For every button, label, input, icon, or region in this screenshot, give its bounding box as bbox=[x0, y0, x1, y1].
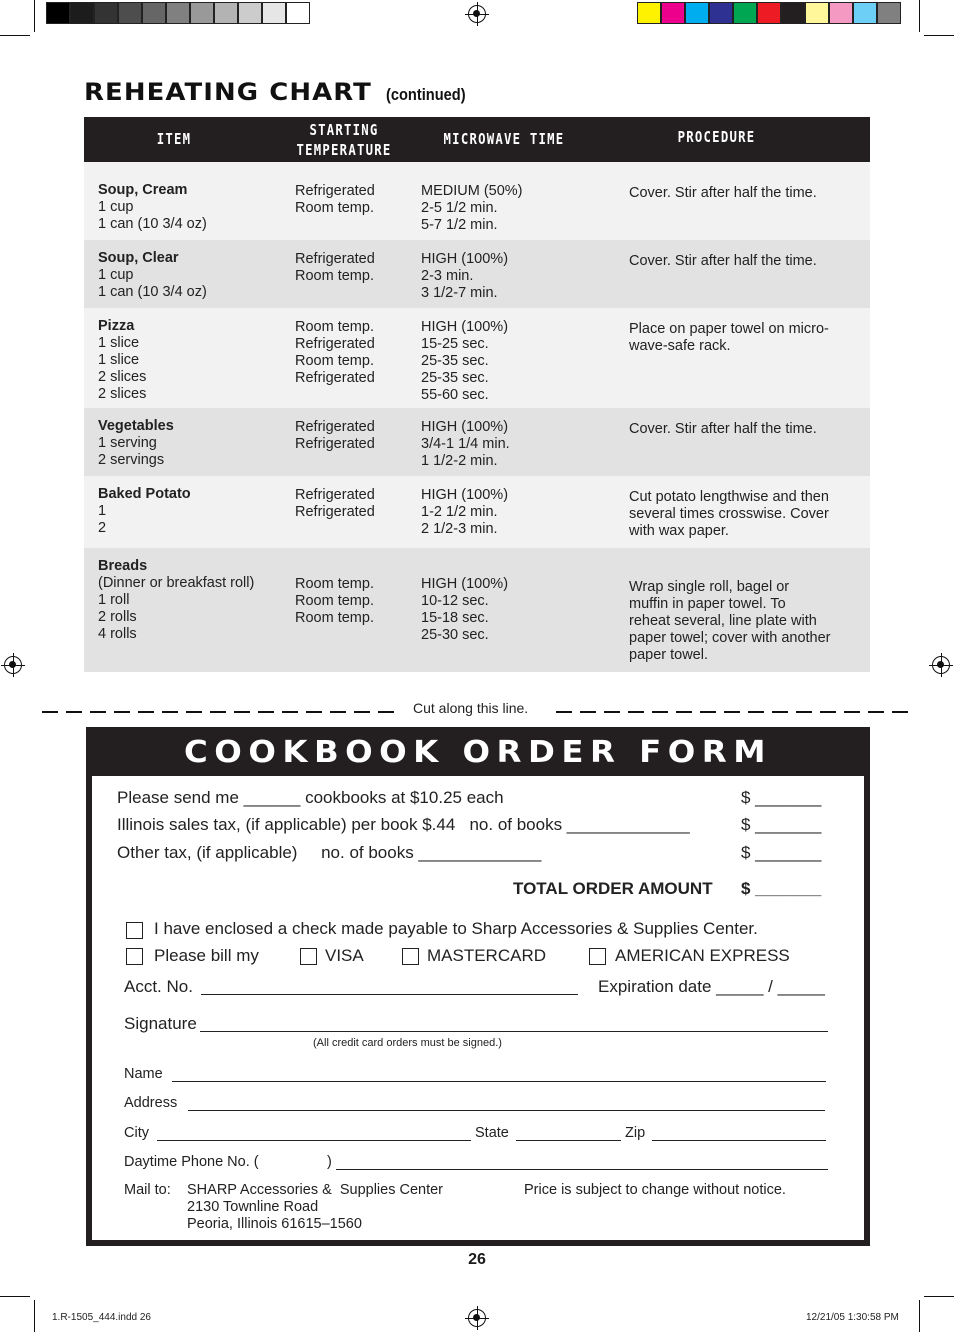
cut-dash-left bbox=[42, 711, 398, 713]
account-number-field[interactable] bbox=[201, 994, 578, 995]
table-row bbox=[84, 476, 870, 548]
gray-swatch bbox=[262, 2, 286, 24]
gray-swatch bbox=[142, 2, 166, 24]
header-temperature: STARTING TEMPERATURE bbox=[296, 121, 392, 159]
state-field[interactable] bbox=[516, 1140, 621, 1141]
amex-label: AMERICAN EXPRESS bbox=[615, 946, 790, 965]
mastercard-checkbox[interactable] bbox=[402, 948, 419, 965]
table-header bbox=[84, 117, 870, 162]
total-order-label: TOTAL ORDER AMOUNT bbox=[513, 879, 713, 898]
crop-mark bbox=[34, 0, 35, 32]
visa-label: VISA bbox=[325, 946, 364, 965]
sales-tax-amount[interactable]: $ _______ bbox=[741, 815, 822, 834]
phone-label: Daytime Phone No. ( bbox=[124, 1154, 259, 1170]
item-detail: 1 cup 1 can (10 3/4 oz) bbox=[98, 199, 207, 232]
crop-mark bbox=[919, 1300, 920, 1332]
signature-note: (All credit card orders must be signed.) bbox=[313, 1037, 502, 1049]
mail-address: SHARP Accessories & Supplies Center 2130 Townline Road Peoria, Illinois 61615–1560 bbox=[187, 1182, 444, 1232]
registration-mark-icon bbox=[468, 1309, 486, 1327]
item-name: Vegetables bbox=[98, 418, 174, 434]
chart-subtitle: (continued) bbox=[386, 85, 466, 104]
header-procedure: PROCEDURE bbox=[677, 128, 756, 146]
table-row bbox=[84, 240, 870, 308]
item-cell bbox=[98, 486, 191, 537]
name-field[interactable] bbox=[172, 1081, 826, 1082]
gray-swatch bbox=[94, 2, 118, 24]
city-field[interactable] bbox=[157, 1140, 471, 1141]
cut-dash-right bbox=[556, 711, 912, 713]
address-field[interactable] bbox=[188, 1110, 825, 1111]
item-name: Baked Potato bbox=[98, 486, 191, 502]
amex-checkbox[interactable] bbox=[589, 948, 606, 965]
temperature-cell: Room temp. Refrigerated Room temp. Refrigerated bbox=[295, 319, 375, 386]
item-detail: 1 serving 2 servings bbox=[98, 435, 165, 468]
table-row bbox=[84, 408, 870, 476]
temperature-cell: Refrigerated Refrigerated bbox=[295, 419, 375, 452]
gray-swatch bbox=[190, 2, 214, 24]
item-name: Soup, Clear bbox=[98, 250, 179, 266]
item-detail: 1 2 bbox=[98, 503, 107, 536]
item-cell bbox=[98, 250, 207, 301]
table-row bbox=[84, 308, 870, 408]
crop-mark bbox=[34, 1300, 35, 1332]
item-cell bbox=[98, 418, 174, 469]
mastercard-label: MASTERCARD bbox=[427, 946, 547, 965]
address-label: Address bbox=[124, 1095, 178, 1111]
order-form-title: COOKBOOK ORDER FORM bbox=[184, 735, 772, 770]
signature-label: Signature bbox=[124, 1014, 197, 1033]
other-tax-line[interactable]: Other tax, (if applicable) no. of books _____________ bbox=[117, 843, 542, 862]
color-swatch bbox=[733, 2, 757, 24]
gray-swatch bbox=[238, 2, 262, 24]
item-detail: 1 cup 1 can (10 3/4 oz) bbox=[98, 267, 207, 300]
slug-timestamp: 12/21/05 1:30:58 PM bbox=[806, 1312, 899, 1323]
header-microwave-time: MICROWAVE TIME bbox=[443, 130, 565, 148]
crop-mark bbox=[924, 35, 954, 36]
item-detail: 1 slice 1 slice 2 slices 2 slices bbox=[98, 335, 147, 402]
procedure-cell: Place on paper towel on micro- wave-safe rack. bbox=[629, 321, 829, 354]
reheating-table bbox=[84, 117, 870, 672]
total-order-amount[interactable]: $ _______ bbox=[741, 879, 822, 898]
city-label: City bbox=[124, 1125, 149, 1141]
sales-tax-line[interactable]: Illinois sales tax, (if applicable) per book $.44 no. of books _____________ bbox=[117, 815, 690, 834]
microwave-time-cell: MEDIUM (50%) 2-5 1/2 min. 5-7 1/2 min. bbox=[421, 183, 523, 233]
gray-swatch bbox=[166, 2, 190, 24]
chart-title: REHEATING CHART bbox=[84, 78, 372, 106]
color-swatch bbox=[781, 2, 805, 24]
microwave-time-cell: HIGH (100%) 10-12 sec. 15-18 sec. 25-30 sec. bbox=[421, 576, 509, 643]
phone-field[interactable] bbox=[336, 1169, 828, 1170]
item-cell bbox=[98, 182, 207, 233]
gray-swatch bbox=[286, 2, 310, 24]
crop-mark bbox=[0, 1296, 30, 1297]
microwave-time-cell: HIGH (100%) 1-2 1/2 min. 2 1/2-3 min. bbox=[421, 487, 509, 537]
microwave-time-cell: HIGH (100%) 2-3 min. 3 1/2-7 min. bbox=[421, 251, 509, 301]
cookbook-quantity-line[interactable]: Please send me ______ cookbooks at $10.25 each bbox=[117, 788, 504, 807]
bill-me-label: Please bill my bbox=[154, 946, 259, 965]
registration-mark-icon bbox=[932, 656, 950, 674]
subtotal-amount[interactable]: $ _______ bbox=[741, 788, 822, 807]
color-swatch bbox=[853, 2, 877, 24]
page-number: 26 bbox=[468, 1251, 486, 1268]
gray-swatch bbox=[70, 2, 94, 24]
visa-checkbox[interactable] bbox=[300, 948, 317, 965]
procedure-cell: Wrap single roll, bagel or muffin in paper towel. To reheat several, line plate with paper towel; cover with another paper towel. bbox=[629, 579, 831, 663]
table-row bbox=[84, 548, 870, 672]
price-note: Price is subject to change without notice. bbox=[524, 1182, 786, 1198]
gray-swatch bbox=[46, 2, 70, 24]
crop-mark bbox=[924, 1296, 954, 1297]
color-swatch bbox=[877, 2, 901, 24]
microwave-time-cell: HIGH (100%) 15-25 sec. 25-35 sec. 25-35 sec. 55-60 sec. bbox=[421, 319, 509, 403]
color-swatch bbox=[805, 2, 829, 24]
check-enclosed-checkbox[interactable] bbox=[126, 922, 143, 939]
color-swatch bbox=[829, 2, 853, 24]
phone-close-paren: ) bbox=[327, 1154, 332, 1170]
temperature-cell: Room temp. Room temp. Room temp. bbox=[295, 576, 374, 626]
item-cell bbox=[98, 558, 254, 643]
item-detail: (Dinner or breakfast roll) 1 roll 2 rolls 4 rolls bbox=[98, 575, 255, 642]
slug-file-info: 1.R-1505_444.indd 26 bbox=[52, 1312, 151, 1323]
state-label: State bbox=[475, 1125, 509, 1141]
expiration-date-field[interactable]: Expiration date _____ / _____ bbox=[598, 977, 825, 996]
procedure-cell: Cut potato lengthwise and then several times crosswise. Cover with wax paper. bbox=[629, 489, 829, 539]
cut-line-label: Cut along this line. bbox=[413, 700, 529, 716]
crop-mark bbox=[919, 0, 920, 32]
item-name: Pizza bbox=[98, 318, 135, 334]
header-item: ITEM bbox=[156, 130, 192, 148]
item-name: Soup, Cream bbox=[98, 182, 188, 198]
check-enclosed-label: I have enclosed a check made payable to Sharp Accessories & Supplies Center. bbox=[154, 919, 758, 938]
gray-swatch bbox=[118, 2, 142, 24]
item-cell bbox=[98, 318, 146, 403]
account-number-label: Acct. No. bbox=[124, 977, 193, 996]
temperature-cell: Refrigerated Room temp. bbox=[295, 183, 375, 216]
other-tax-amount[interactable]: $ _______ bbox=[741, 843, 822, 862]
zip-label: Zip bbox=[625, 1125, 646, 1141]
crop-mark bbox=[0, 35, 30, 36]
color-swatch bbox=[637, 2, 661, 24]
procedure-cell: Cover. Stir after half the time. bbox=[629, 185, 817, 201]
registration-mark-icon bbox=[468, 5, 486, 23]
temperature-cell: Refrigerated Room temp. bbox=[295, 251, 375, 284]
order-form-body bbox=[92, 776, 864, 1240]
mail-to-label: Mail to: bbox=[124, 1182, 171, 1198]
bill-me-checkbox[interactable] bbox=[126, 948, 143, 965]
gray-swatch bbox=[214, 2, 238, 24]
registration-mark-icon bbox=[4, 656, 22, 674]
color-swatch bbox=[661, 2, 685, 24]
table-row bbox=[84, 162, 870, 240]
procedure-cell: Cover. Stir after half the time. bbox=[629, 253, 817, 269]
microwave-time-cell: HIGH (100%) 3/4-1 1/4 min. 1 1/2-2 min. bbox=[421, 419, 510, 469]
temperature-cell: Refrigerated Refrigerated bbox=[295, 487, 375, 520]
color-swatch bbox=[709, 2, 733, 24]
color-swatch bbox=[685, 2, 709, 24]
name-label: Name bbox=[124, 1066, 163, 1082]
procedure-cell: Cover. Stir after half the time. bbox=[629, 421, 817, 437]
color-swatch bbox=[757, 2, 781, 24]
zip-field[interactable] bbox=[652, 1140, 826, 1141]
item-name: Breads bbox=[98, 558, 148, 574]
signature-field[interactable] bbox=[200, 1031, 828, 1032]
